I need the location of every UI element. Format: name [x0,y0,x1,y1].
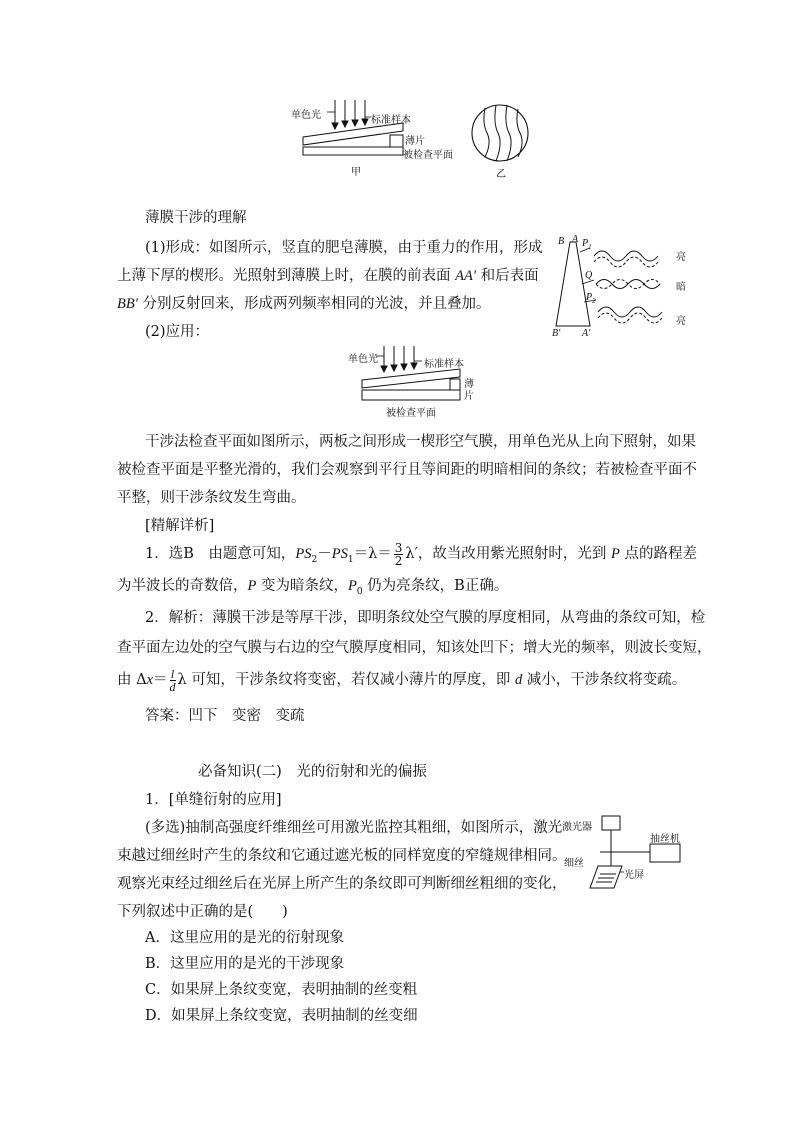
figure-interferometer-top [285,95,545,180]
explain-q1-line2 [117,572,508,606]
caption-yi: 乙 [496,169,506,180]
text: d [514,672,523,688]
explain-header: [精解详析] [145,518,215,534]
text: 仍为亮条纹，B正确。 [362,578,509,594]
option-b[interactable]: B．这里应用的是光的干涉现象 [145,956,345,972]
question-line1: (多选)抽制高强度纤维细丝可用激光监控其粗细，如图所示，激光 [145,820,563,836]
explain-q2-line1: 2．解析：薄膜干涉是等厚干涉，即明条纹处空气膜的厚度相同，从弯曲的条纹可知，检 [145,610,706,626]
label-bright-2: 亮 [676,316,686,327]
question-header: 1．[单缝衍射的应用] [145,792,282,808]
text: x [146,672,154,688]
label-monochromatic-light: 单色光 [291,110,321,121]
para-formation-line1: (1)形成：如图所示，竖直的肥皂薄膜，由于重力的作用，形成 [145,240,543,256]
label-wire-drawer: 抽丝机 [650,834,680,845]
text: P [611,546,620,562]
text: 3 [394,540,403,555]
explain-q1-line1 [145,540,697,574]
figure-laser-wire [562,812,687,892]
text: 点的路程差 [619,546,697,562]
text: 2 [394,553,403,568]
para-application: (2)应用： [145,324,210,340]
text: 分别反射回来，形成两列频率相同的光波，并且叠加。 [137,296,491,312]
label-B: B [558,236,565,247]
question-line3: 观察光束经过细丝后在光屏上所产生的条纹即可判断细丝粗细的变化， [117,876,567,892]
text: ＝ [153,672,168,688]
text: 2 [311,554,318,565]
label-P2 [586,292,596,305]
label-monochromatic-light: 单色光 [348,354,378,365]
caption-jia: 甲 [351,167,361,178]
text: d [169,679,176,694]
text: － [317,546,332,562]
section-title-thin-film: 薄膜干涉的理解 [145,210,247,226]
text: PS [331,546,348,562]
label-A: A [572,234,579,245]
text: 1 [588,243,592,251]
label-bright-1: 亮 [676,252,686,263]
text: 1 [347,554,354,565]
question-line2: 束越过细丝时产生的条纹和它通过遮光板的同样宽度的窄缝规律相同。 [117,848,567,864]
text: λ [177,672,187,688]
text: l [170,666,175,681]
text: ，故当改用紫光照射时，光到 [417,546,612,562]
text: PS [295,546,312,562]
para-formation-line2 [117,262,539,290]
label-P1 [582,238,592,251]
para-check-line3: 平整，则干涉条纹发生弯曲。 [117,490,306,506]
option-c[interactable]: C．如果屏上条纹变宽，表明抽制的丝变粗 [145,982,418,998]
text: P [347,578,357,594]
text: 变为暗条纹， [256,578,348,594]
text: λ′ [405,546,418,562]
fraction-l-over-d [170,668,176,693]
question-line4: 下列叙述中正确的是( ) [117,904,288,920]
label-thin-film: 薄片 [405,136,425,147]
para-formation-line3 [117,290,491,318]
label-Q: Q [585,270,593,281]
surface-aa: AA′ [455,268,476,284]
text: 1．选B 由题意可知， [145,546,296,562]
fraction-three-halves [394,542,404,567]
text: ＝λ＝ [353,546,392,562]
label-standard-sample: 标准样本 [424,359,464,370]
text: P [247,578,257,594]
text: 0 [356,586,363,597]
text: 为半波长的奇数倍， [117,578,248,594]
section-title-diffraction: 必备知识(二) 光的衍射和光的偏振 [198,764,427,780]
text: P [586,292,593,303]
figure-soap-film-wedge [552,232,692,344]
text: P [582,238,589,249]
label-film-2: 片 [464,391,474,402]
surface-bb: BB′ [117,296,138,312]
label-screen: 光屏 [624,870,644,881]
explain-q2-line2: 查平面左边处的空气膜与右边的空气膜厚度相同，知该处凹下；增大光的频率，则波长变短， [117,640,712,656]
label-A-prime: A′ [582,328,591,339]
label-dark: 暗 [676,282,686,293]
label-film-1: 薄 [464,379,474,390]
label-inspected-surface: 被检查平面 [386,408,436,419]
text: 由 Δ [117,672,147,688]
label-B-prime: B′ [552,328,561,339]
text: 上薄下厚的楔形。光照射到薄膜上时，在膜的前表面 [117,268,456,284]
label-standard-sample: 标准样本 [371,115,411,126]
label-laser: 激光器 [562,822,592,833]
label-inspected-surface: 被检查平面 [403,150,453,161]
option-a[interactable]: A．这里应用的是光的衍射现象 [145,930,344,946]
text: 2 [592,297,596,305]
text: 减小，干涉条纹将变疏。 [522,672,687,688]
text: 可知，干涉条纹将变密，若仅减小薄片的厚度，即 [186,672,515,688]
para-check-line1: 干涉法检查平面如图所示，两板之间形成一楔形空气膜，用单色光从上向下照射，如果 [145,434,696,450]
answer-line: 答案：凹下 变密 变疏 [145,708,305,724]
option-d[interactable]: D．如果屏上条纹变宽，表明抽制的丝变细 [145,1008,418,1024]
text: 和后表面 [476,268,539,284]
figure-interference-check [348,342,478,422]
label-wire: 细丝 [564,858,584,869]
para-check-line2: 被检查平面是平整光滑的，我们会观察到平行且等间距的明暗相间的条纹；若被检查平面不 [117,462,697,478]
explain-q2-line3 [117,666,686,694]
